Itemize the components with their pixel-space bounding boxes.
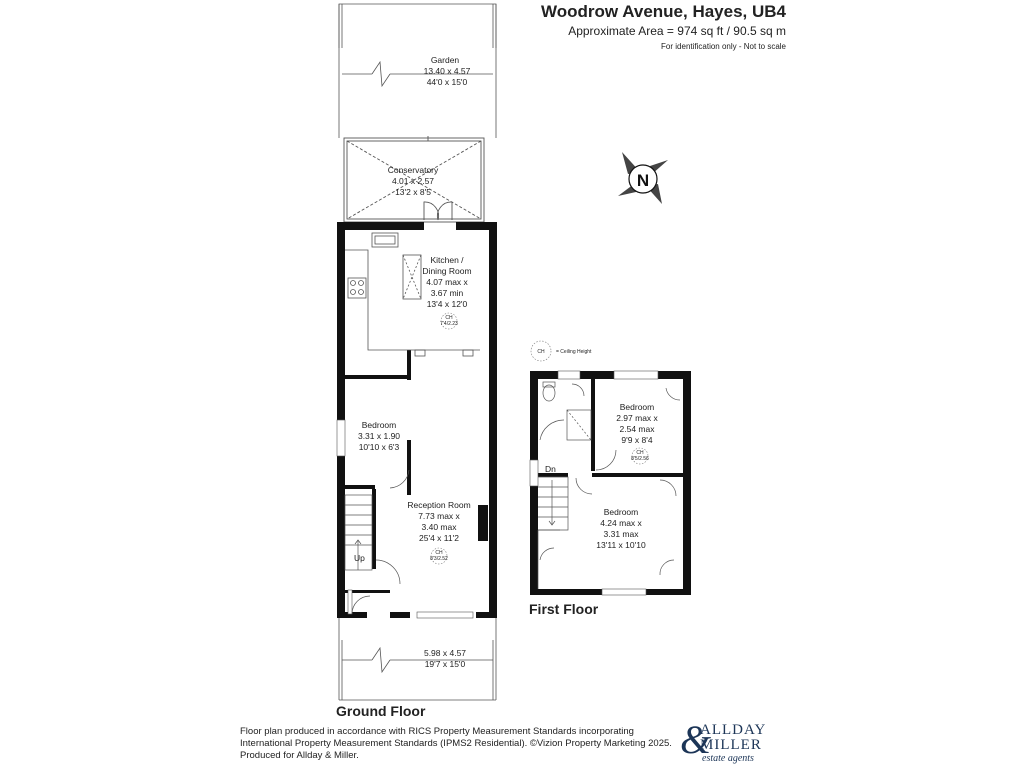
compass-letter: N (636, 171, 650, 190)
first-floor-walls (530, 371, 691, 595)
legend-ch-label: = Ceiling Height (556, 349, 592, 355)
kitchen-name-2: Dining Room (422, 266, 472, 276)
reception-name: Reception Room (407, 500, 471, 510)
front-garden-outline (339, 618, 496, 700)
gf-bedroom-name: Bedroom (361, 420, 397, 430)
kitchen-name-1: Kitchen / (430, 255, 464, 265)
kitchen-metric-1: 4.07 max x (426, 277, 468, 287)
ff-stairs-label: Dn (545, 464, 556, 474)
reception-ch-value: 8'3/2.52 (430, 556, 448, 562)
footer-line-3: Produced for Allday & Miller. (240, 750, 359, 761)
area-text: Approximate Area = 974 sq ft / 90.5 sq m (568, 24, 786, 38)
reception-metric-1: 7.73 max x (418, 511, 460, 521)
ff-cupboard-door (540, 548, 554, 560)
allday-miller-logo (680, 717, 800, 766)
logo-sub: estate agents (702, 753, 754, 764)
ff-bedroom1-name: Bedroom (619, 402, 655, 412)
ff-bedroom1-ch-value: 8'5/2.56 (631, 456, 649, 462)
logo-top: ALLDAY (700, 722, 767, 738)
gf-stairs-label: Up (354, 553, 365, 563)
garden-metric: 13.40 x 4.57 (423, 66, 471, 76)
conservatory-name: Conservatory (387, 165, 439, 175)
garden-imperial: 44'0 x 15'0 (426, 77, 468, 87)
footer-disclaimer (240, 726, 680, 762)
compass-icon (618, 152, 668, 204)
ff-stairs (538, 477, 568, 589)
ff-bedroom1-imperial: 9'9 x 8'4 (621, 435, 653, 445)
kitchen-imperial: 13'4 x 12'0 (426, 299, 468, 309)
reception-imperial: 25'4 x 11'2 (419, 533, 459, 543)
garden-outline (339, 4, 496, 138)
ff-bedroom1-metric-2: 2.54 max (619, 424, 655, 434)
conservatory-metric: 4.01 x 2.57 (391, 176, 435, 186)
logo-bottom: MILLER (700, 737, 762, 753)
kitchen-ch: CH (445, 315, 453, 321)
logo-ampersand: & (680, 717, 712, 762)
ff-wardrobe-door (660, 480, 676, 496)
ff-bedroom2-imperial: 13'11 x 10'10 (596, 540, 646, 550)
gf-bedroom-imperial: 10'10 x 6'3 (358, 442, 400, 452)
ff-bedroom2-metric-1: 4.24 max x (600, 518, 642, 528)
garden-name: Garden (430, 55, 460, 65)
kitchen-ch-value: 7'4/2.23 (440, 321, 458, 327)
conservatory-imperial: 13'2 x 8'5 (395, 187, 431, 197)
gf-bedroom-metric: 3.31 x 1.90 (357, 431, 401, 441)
scale-note: For identification only - Not to scale (661, 42, 786, 51)
front-garden-metric: 5.98 x 4.57 (423, 648, 467, 658)
front-door (352, 596, 370, 614)
legend-ch: CH (537, 349, 545, 355)
ff-bedroom2-metric-2: 3.31 max (603, 529, 639, 539)
kitchen-metric-2: 3.67 min (430, 288, 464, 298)
ground-floor-label: Ground Floor (336, 703, 426, 719)
reception-metric-2: 3.40 max (421, 522, 457, 532)
footer-line-1: Floor plan produced in accordance with RICS Property Measurement Standards incorporating (240, 726, 634, 737)
bathroom-fixtures (540, 382, 680, 470)
footer-line-2: International Property Measurement Standards (IPMS2 Residential). ©Vizion Property Marketing 2025. (240, 738, 672, 749)
ff-bedroom2-name: Bedroom (603, 507, 639, 517)
front-garden-imperial: 19'7 x 15'0 (424, 659, 466, 669)
ff-bedroom1-ch: CH (636, 450, 644, 456)
ff-wardrobe-door-2 (660, 560, 674, 575)
page-title: Woodrow Avenue, Hayes, UB4 (541, 2, 786, 21)
ff-bedroom1-metric-1: 2.97 max x (616, 413, 658, 423)
gf-bedroom-door (390, 470, 409, 488)
first-floor-label: First Floor (529, 601, 599, 617)
reception-door (376, 560, 400, 584)
reception-ch: CH (435, 550, 443, 556)
ff-bedroom2-door (576, 478, 592, 494)
